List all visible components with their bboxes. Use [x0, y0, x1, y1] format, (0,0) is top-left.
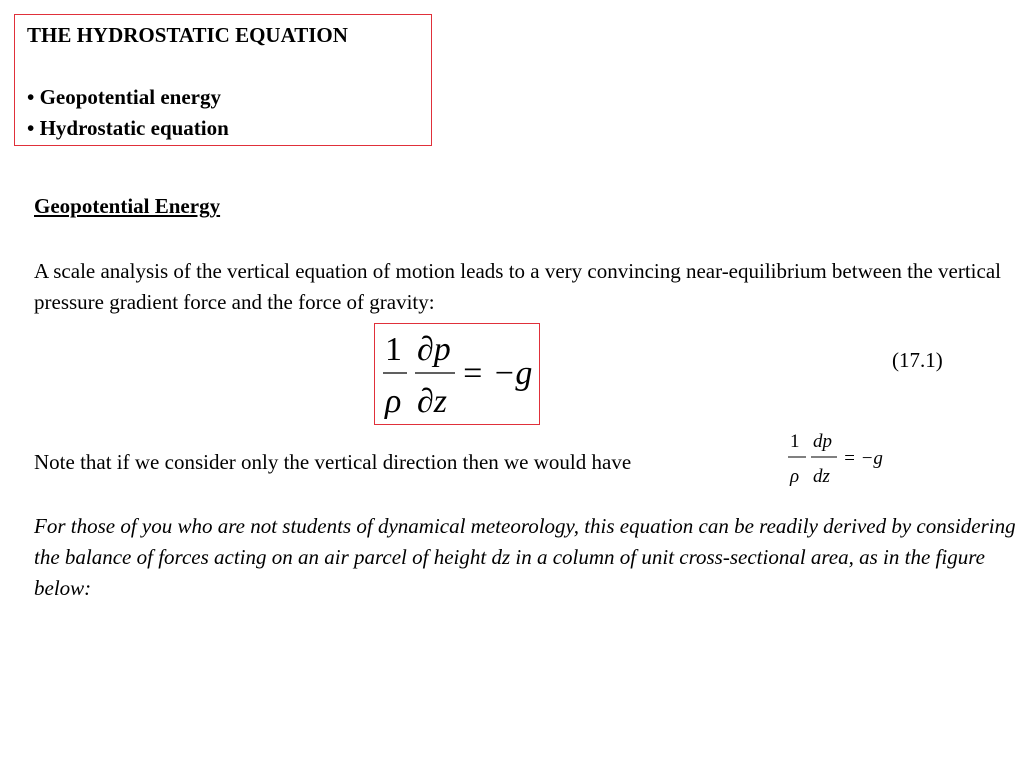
eq2-rhs: = −g — [843, 448, 883, 469]
eq2-denominator-dz: dz — [813, 466, 830, 487]
total-derivative-equation — [786, 426, 896, 490]
eq2-numerator-one: 1 — [790, 431, 800, 452]
eq-denominator-dz: ∂z — [417, 383, 448, 420]
eq-numerator-one: 1 — [385, 331, 402, 368]
section-heading: Geopotential Energy — [34, 194, 221, 218]
bullet-hydrostatic-equation: • Hydrostatic equation — [27, 116, 229, 140]
hydrostatic-equation-box — [374, 323, 540, 425]
hydrostatic-equation-figure — [375, 324, 539, 424]
slide-title: THE HYDROSTATIC EQUATION — [27, 23, 348, 47]
eq-denominator-rho: ρ — [385, 383, 402, 420]
total-derivative-figure — [786, 426, 896, 490]
intro-paragraph: A scale analysis of the vertical equation of motion leads to a very convincing near-equilibrium between the vertical pressure gradient force and the force of gravity: — [34, 259, 1001, 314]
eq2-denominator-rho: ρ — [790, 466, 800, 487]
bullet-geopotential-energy: • Geopotential energy — [27, 85, 221, 109]
italic-paragraph: For those of you who are not students of dynamical meteorology, this equation can be readily derived by considering the balance of forces acting on an air parcel of height dz in a column of unit cross-sectional area, as in the figure below: — [34, 514, 1016, 600]
eq-rhs: = −g — [461, 355, 533, 392]
eq-numerator-dp: ∂p — [417, 331, 451, 368]
eq2-numerator-dp: dp — [813, 431, 832, 452]
note-text: Note that if we consider only the vertical direction then we would have — [34, 450, 632, 474]
equation-number: (17.1) — [892, 348, 943, 372]
title-box — [14, 14, 432, 146]
